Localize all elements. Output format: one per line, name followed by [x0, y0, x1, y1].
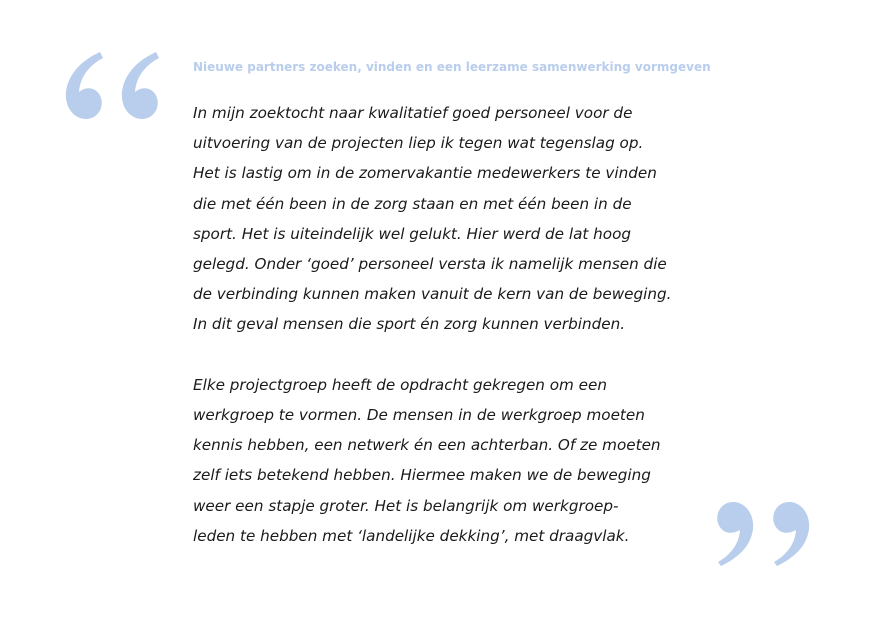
quote-line: In mijn zoektocht naar kwalitatief goed personeel voor de — [193, 104, 633, 122]
quote-subtitle: Nieuwe partners zoeken, vinden en een leerzame samenwerking vormgeven — [193, 60, 711, 74]
quote-line: gelegd. Onder ‘goed’ personeel versta ik namelijk mensen die — [193, 255, 667, 274]
quote-line: leden te hebben met ‘landelijke dekking’, met draagvlak. — [193, 526, 630, 545]
quote-line: die met één been in de zorg staan en met één been in de — [193, 194, 632, 213]
quote-line: Elke projectgroep heeft de opdracht gekregen om een — [193, 375, 607, 394]
paragraph-gap — [193, 340, 713, 370]
quote-line: Het is lastig om in de zomervakantie medewerkers te vinden — [193, 164, 657, 183]
quote-line: weer een stapje groter. Het is belangrijk om werkgroep- — [193, 496, 619, 515]
quote-paragraph-1 — [193, 98, 713, 340]
quote-line: uitvoering van de projecten liep ik tegen wat tegenslag op. — [193, 134, 644, 153]
quote-line: de verbinding kunnen maken vanuit de kern van de beweging. — [193, 285, 672, 304]
quote-line: zelf iets betekend hebben. Hiermee maken we de beweging — [193, 466, 651, 485]
quote-line: kennis hebben, een netwerk én een achterban. Of ze moeten — [193, 436, 661, 455]
quote-line: sport. Het is uiteindelijk wel gelukt. Hier werd de lat hoog — [193, 224, 632, 243]
quote-paragraph-2 — [193, 370, 713, 551]
open-quote-icon — [60, 44, 170, 134]
quote-body — [193, 98, 713, 551]
close-quote-icon — [708, 488, 818, 568]
quote-line: werkgroep te vormen. De mensen in de werkgroep moeten — [193, 406, 645, 425]
quote-line: In dit geval mensen die sport én zorg kunnen verbinden. — [193, 315, 626, 334]
